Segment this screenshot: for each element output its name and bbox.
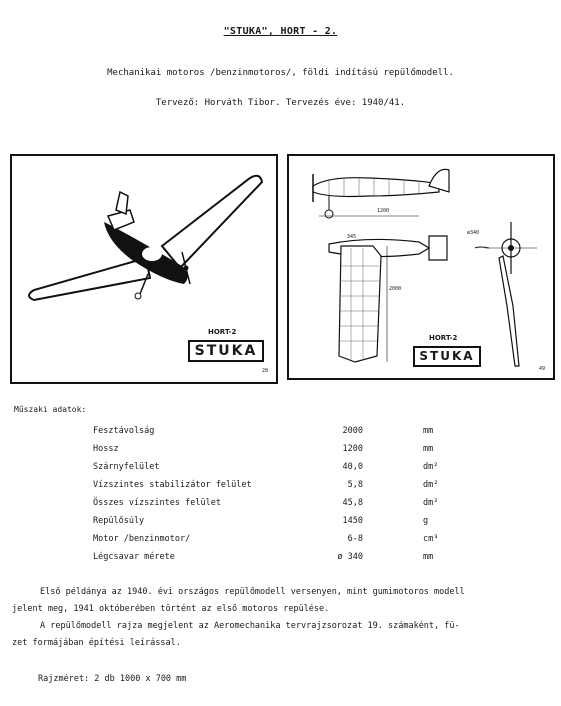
spec-label: Fesztávolság — [93, 426, 155, 436]
right-model-badge: STUKA — [413, 346, 481, 367]
spec-row — [93, 534, 453, 552]
spec-label: Motor /benzinmotor/ — [93, 534, 191, 544]
spec-label: Légcsavar mérete — [93, 552, 175, 562]
left-model-label: HORT-2 — [208, 328, 237, 336]
paragraph-line: A repülőmodell rajza megjelent az Aeromechanika tervrajzsorozat 19. számaként, fü- — [40, 621, 460, 631]
left-page-number: 28 — [262, 368, 269, 374]
left-drawing-panel — [10, 154, 278, 384]
spec-label: Repülősúly — [93, 516, 145, 526]
spec-unit: mm — [423, 426, 434, 436]
spec-label: Hossz — [93, 444, 119, 454]
span-dimension-label: 2000 — [389, 286, 402, 292]
prop-dimension-label: ø340 — [467, 230, 480, 236]
document-title: "STUKA", HORT - 2. — [223, 26, 338, 37]
left-model-badge: STUKA — [188, 340, 264, 362]
spec-row — [93, 426, 453, 444]
spec-unit: dm² — [423, 480, 439, 490]
spec-unit: cm³ — [423, 534, 439, 544]
spec-value: 1200 — [342, 444, 363, 454]
spec-value: 5,8 — [347, 480, 363, 490]
right-drawing-panel — [287, 154, 555, 380]
spec-row — [93, 480, 453, 498]
document-subtitle: Mechanikai motoros /benzinmotoros/, földi indítású repülőmodell. — [107, 68, 454, 78]
spec-value: 1450 — [342, 516, 363, 526]
spec-value: 40,0 — [342, 462, 363, 472]
spec-unit: mm — [423, 552, 434, 562]
spec-unit: g — [423, 516, 429, 526]
spec-row — [93, 498, 453, 516]
spec-value: 45,8 — [342, 498, 363, 508]
right-page-number: 49 — [539, 366, 546, 372]
spec-label: Szárnyfelület — [93, 462, 160, 472]
spec-row — [93, 552, 453, 570]
chord-dimension-label: 345 — [347, 234, 357, 240]
spec-value: ø 340 — [337, 552, 363, 562]
spec-row — [93, 462, 453, 480]
spec-label: Összes vízszintes felület — [93, 498, 221, 508]
spec-unit: dm² — [423, 498, 439, 508]
spec-unit: mm — [423, 444, 434, 454]
spec-row — [93, 516, 453, 534]
spec-unit: dm² — [423, 462, 439, 472]
history-paragraph — [12, 584, 528, 652]
right-model-label: HORT-2 — [429, 334, 458, 342]
designer-line: Tervező: Horváth Tibor. Tervezés éve: 1940/41. — [155, 98, 406, 108]
specs-heading: Műszaki adatok: — [14, 405, 87, 414]
paragraph-line: jelent meg, 1941 októberében történt az első motoros repülése. — [12, 604, 330, 614]
three-view-drawing — [289, 156, 553, 378]
spec-value: 2000 — [342, 426, 363, 436]
spec-value: 6-8 — [347, 534, 363, 544]
length-dimension-label: 1200 — [377, 208, 390, 214]
spec-row — [93, 444, 453, 462]
drawing-size-line: Rajzméret: 2 db 1000 x 700 mm — [38, 674, 187, 684]
paragraph-line: zet formájában építési leírással. — [12, 638, 181, 648]
paragraph-line: Első példánya az 1940. évi országos repülőmodell versenyen, mint gumimotoros modell — [40, 587, 465, 597]
spec-label: Vízszintes stabilizátor felület — [93, 480, 252, 490]
